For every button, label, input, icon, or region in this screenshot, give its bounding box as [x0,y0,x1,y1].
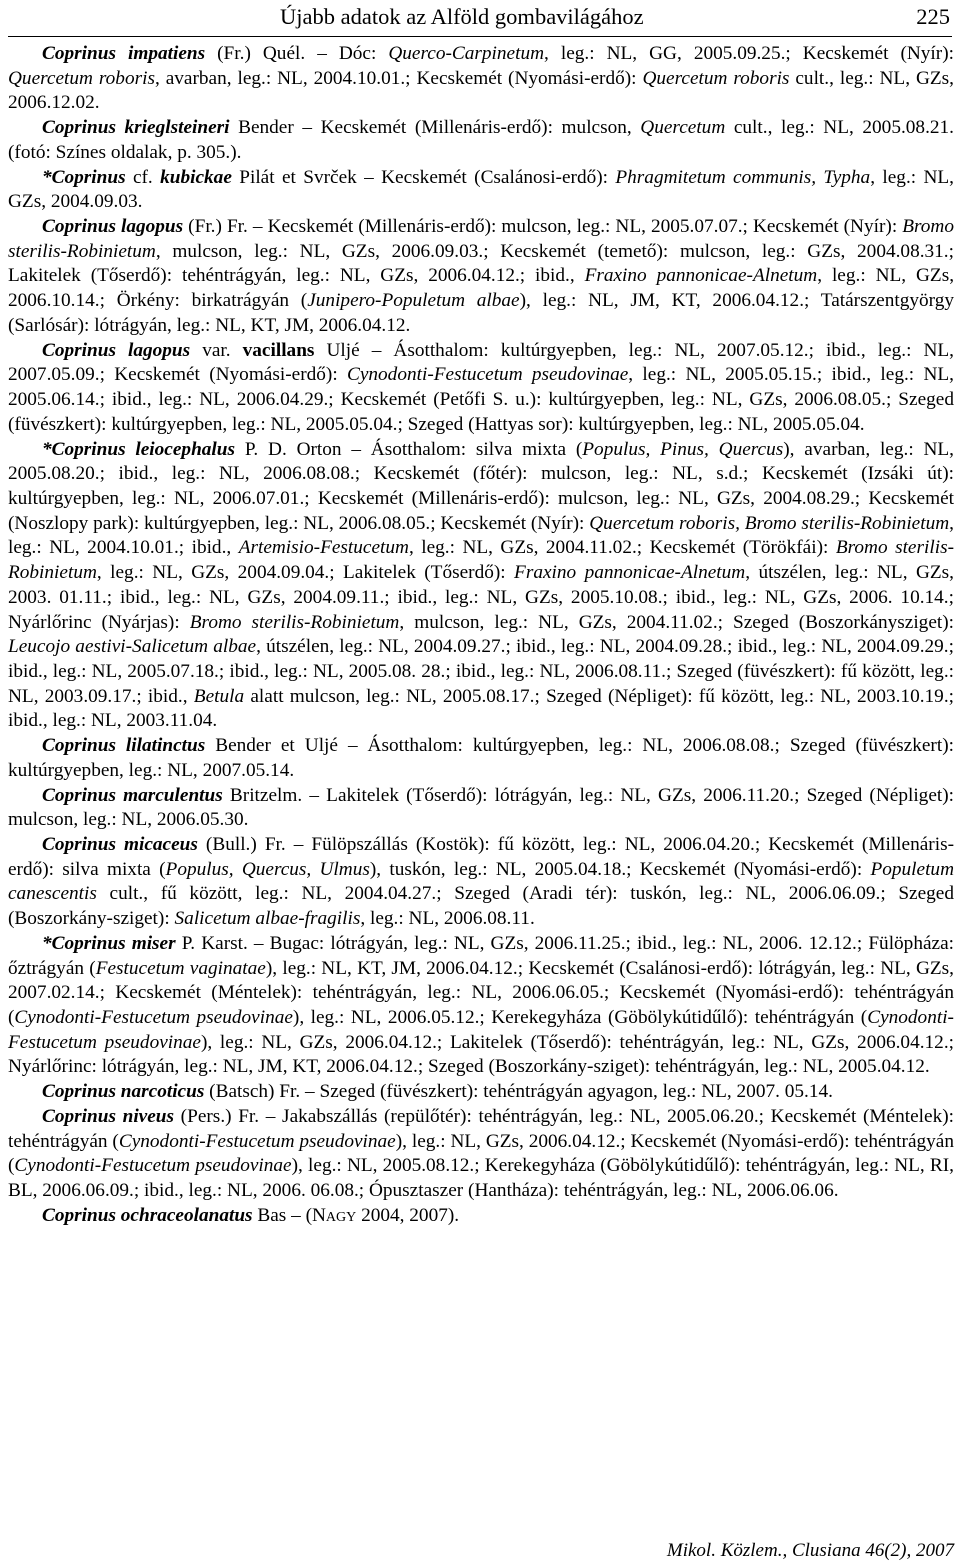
habitat-name: Junipero-Populetum albae [307,290,520,312]
entry-text: ), leg.: NL, 2006.05.12.; Kerekegyháza (Göbölykútidűlő): tehéntrágyán ( [292,1007,868,1029]
entry-text: , leg.: NL, GZs, 2004.09.03. [8,166,954,213]
habitat-name: Leucojo aestivi-Salicetum albae [8,636,257,658]
species-list [8,42,954,1229]
habitat-name: Bromo sterilis-Robinietum [8,216,954,262]
habitat-name: Quercetum [640,117,726,139]
entry-text: , leg.: NL, GG, 2005.09.25.; Kecskemét (Nyír): [544,43,954,64]
entry-text: , leg.: NL, GZs, 2006.10.14.; Örkény: birkatrágyán ( [8,265,955,312]
running-header [8,0,952,37]
page-number: 225 [916,4,950,29]
habitat-name: Cynodonti-Festucetum pseudovinae [118,1130,396,1152]
entry-text: , mulcson, leg.: NL, GZs, 2004.11.02.; Szeged (Boszorkánysziget): [399,611,955,633]
species-entry [8,1080,954,1105]
entry-text: P. D. Orton – Ásotthalom: silva mixta ( [235,438,583,460]
entry-text: Britzelm. – Lakitelek (Tőserdő): lótrágyán, leg.: NL, GZs, 2006.11.20.; Szeged (Népliget): mulcson, leg.: NL, 2006.05.30. [8,784,955,831]
entry-text: P. Karst. – Bugac: lótrágyán, leg.: NL, GZs, 2006.11.25.; ibid., leg.: NL, 2006. 12.12.; Fülöpháza: őztrágyán ( [8,932,954,979]
entry-text: cult., leg.: NL, GZs, 2006.12.02. [8,67,954,114]
entry-text: ), leg.: NL, 2005.08.12.; Kerekegyháza (Göbölykútidűlő): tehéntrágyán, leg.: NL, RI, BL, 2006.06.09.; ibid., leg.: NL, 2006. 06.08.; Ópusztaszer (Hantháza): tehéntrágyán, leg.: NL, 2006.06.06. [8,1155,954,1202]
species-name: Coprinus ochraceolanatus [42,1204,253,1226]
entry-text: Uljé – Ásotthalom: kultúrgyepben, leg.: NL, 2007.05.12.; ibid., leg.: NL, 2007.05.09.; Kecskemét (Nyomási-erdő): [8,339,955,386]
entry-text: 2004, 2007). [356,1204,460,1226]
entry-text: alatt mulcson, leg.: NL, 2005.08.17.; Szeged (Népliget): fű között, leg.: NL, 2003.10.19.; ibid., leg.: NL, 2003.11.04. [8,685,954,732]
species-entry [8,734,954,783]
habitat-name: Bromo sterilis-Robinietum [8,537,954,584]
habitat-name: Populetum canescentis [8,858,954,905]
species-name: Coprinus lagopus [42,216,184,238]
habitat-name: Cynodonti-Festucetum pseudovinae [14,1155,292,1177]
habitat-name: Cynodonti-Festucetum pseudovinae [8,1007,954,1053]
species-name: Coprinus micaceus [42,834,198,855]
species-entry [8,932,954,1080]
habitat-name: Fraxino pannonicae-Alnetum [584,265,818,287]
entry-text: , útszélen, leg.: NL, 2004.09.27.; ibid., leg.: NL, 2004.09.28.; ibid., leg.: NL, 2004.09.29.; ibid., leg.: NL, 2005.07.18.; ibid., leg.: NL, 2005.08. 28.; ibid., leg.: NL, 2006.08.11.; Szeged (füvészkert): fű között, leg.: NL, 2003.09.17.; ibid., [8,636,954,707]
species-entry [8,116,954,165]
species-name: Coprinus lilatinctus [42,735,206,757]
entry-text: Pilát et Svrček – Kecskemét (Csalánosi-erdő): [231,166,616,188]
entry-text: , útszélen, leg.: NL, GZs, 2003. 01.11.; ibid., leg.: NL, GZs, 2004.09.11.; ibid., leg.: NL, GZs, 2005.10.08.; ibid., leg.: NL, GZs, 2006. 10.14.; Nyárlőrinc (Nyárjas): [8,562,954,633]
species-name: Coprinus lagopus [42,339,191,361]
species-entry [8,1204,954,1229]
entry-text: (Batsch) Fr. – Szeged (füvészkert): tehéntrágyán agyagon, leg.: NL, 2007. 05.14. [204,1081,833,1103]
species-name: *Coprinus [42,166,126,188]
entry-text: ), avarban, leg.: NL, 2005.08.20.; ibid., leg.: NL, 2006.08.08.; Kecskemét (főtér): mulcson, leg.: NL, s.d.; Kecskemét (Izsáki út): kultúrgyepben, leg.: NL, 2006.07.01.; Kecskemét (Millenáris-erdő): mulcson, leg.: NL, GZs, 2004.08.29.; Kecskemét (Noszlopy park): kultúrgyepben, leg.: NL, 2006.08.05.; Kecskemét (Nyír): [8,438,955,534]
entry-text: (Fr.) Fr. – Kecskemét (Millenáris-erdő): mulcson, leg.: NL, 2005.07.07.; Kecskemét (Nyír): [183,216,903,238]
species-entry [8,784,954,833]
entry-text: , avarban, leg.: NL, 2004.10.01.; Kecskemét (Nyomási-erdő): [154,67,643,89]
entry-text: , leg.: NL, 2005.05.15.; ibid., leg.: NL, 2005.06.14.; ibid., leg.: NL, 2006.04.29.; Kecskemét (Petőfi S. u.): kultúrgyepben, leg.: NL, GZs, 2006.08.05.; Szeged (füvészkert): kultúrgyepben, leg.: NL, 2005.05.04.; Szeged (Hattyas sor): kultúrgyepben, leg.: NL, 2005.05.04. [8,364,954,435]
journal-citation: Mikol. Közlem., Clusiana 46(2), 2007 [666,1540,954,1561]
entry-text: , leg.: NL, 2006.08.11. [360,908,535,930]
species-entry [8,833,954,932]
author-citation: Nagy [312,1204,357,1226]
entry-text: (Pers.) Fr. – Jakabszállás (repülőtér): tehéntrágyán, leg.: NL, 2005.06.20.; Kecskemét (Méntelek): tehéntrágyán ( [8,1105,954,1152]
species-entry [8,215,954,339]
species-name: kubickae [160,166,232,188]
entry-text: var. [190,339,243,361]
entry-text: cult., fű között, leg.: NL, 2004.04.27.; Szeged (Aradi tér): tuskón, leg.: NL, 2006.06.09.; Szeged (Boszorkány-sziget): [8,883,954,930]
species-name: *Coprinus leiocephalus [42,438,236,460]
habitat-name: Fraxino pannonicae-Alnetum [514,562,746,584]
species-name: Coprinus impatiens [42,43,206,64]
species-name: Coprinus narcoticus [42,1081,205,1103]
entry-text: ), leg.: NL, GZs, 2006.04.12.; Kecskemét (Nyomási-erdő): tehéntrágyán ( [8,1130,954,1177]
entry-text: Bas – ( [252,1204,312,1226]
species-entry [8,1105,954,1204]
habitat-name: Festucetum vaginatae [95,957,266,979]
entry-text: (Fr.) Quél. – Dóc: [205,43,389,64]
habitat-name: Betula [193,685,245,707]
species-name: Coprinus marculentus [42,784,223,806]
species-entry [8,42,954,116]
habitat-name: Salicetum albae-fragilis [174,908,361,930]
habitat-name: Quercetum roboris [642,67,790,89]
entry-text: , mulcson, leg.: NL, GZs, 2006.09.03.; Kecskemét (temető): mulcson, leg.: GZs, 2004.08.31.; Lakitelek (Tőserdő): tehéntrágyán, leg.: NL, GZs, 2006.04.12.; ibid., [8,240,954,287]
species-name: Coprinus krieglsteineri [42,117,230,139]
entry-text: , leg.: NL, GZs, 2004.11.02.; Kecskemét (Törökfái): [408,537,836,559]
species-name: Coprinus niveus [42,1105,175,1127]
entry-text: Bender et Uljé – Ásotthalom: kultúrgyepben, leg.: NL, 2006.08.08.; Szeged (füvészkert): kultúrgyepben, leg.: NL, 2007.05.14. [8,735,954,781]
variety-name: vacillans [242,339,315,361]
entry-text: Bender – Kecskemét (Millenáris-erdő): mulcson, [229,117,641,139]
entry-text: ), leg.: NL, JM, KT, 2006.04.12.; Tatárszentgyörgy (Sarlósár): lótrágyán, leg.: NL, KT, JM, 2006.04.12. [8,290,954,336]
habitat-name: Cynodonti-Festucetum pseudovinae [14,1007,293,1029]
species-entry [8,438,954,735]
entry-text: ), leg.: NL, GZs, 2006.04.12.; Lakitelek (Tőserdő): tehéntrágyán, leg.: NL, GZs, 2006.04.12.; Nyárlőrinc: lótrágyán, leg.: NL, JM, KT, 2006.04.12.; Szeged (Boszorkány-sziget): tehéntrágyán, leg.: NL, 2005.04.12. [8,1031,954,1078]
habitat-name: Querco-Carpinetum [388,43,545,64]
entry-text: ), leg.: NL, KT, JM, 2006.04.12.; Kecskemét (Csalánosi-erdő): lótrágyán, leg.: NL, GZs, 2007.02.14.; Kecskemét (Méntelek): tehéntrágyán, leg.: NL, 2006.06.05.; Kecskemét (Nyomási-erdő): tehéntrágyán ( [8,957,954,1029]
habitat-name: Artemisio-Festucetum [238,537,409,559]
entry-text: (Bull.) Fr. – Fülöpszállás (Kostök): fű között, leg.: NL, 2006.04.20.; Kecskemét (Millenáris-erdő): silva mixta ( [8,834,955,880]
species-entry [8,166,954,215]
habitat-name: Quercetum roboris, Bromo sterilis-Robinietum [589,512,950,534]
entry-text: ), tuskón, leg.: NL, 2005.04.18.; Kecskemét (Nyomási-erdő): [369,858,871,880]
entry-text: cf. [125,166,161,188]
species-name: *Coprinus miser [42,932,176,954]
running-title: Újabb adatok az Alföld gombavilágához [280,4,644,29]
entry-text: , leg.: NL, GZs, 2004.09.04.; Lakitelek (Tőserdő): [96,562,515,584]
habitat-name: Populus, Quercus, Ulmus [165,858,370,880]
habitat-name: Phragmitetum communis, Typha [615,166,871,188]
habitat-name: Quercetum roboris [8,67,155,89]
habitat-name: Populus, Pinus, Quercus [582,438,784,460]
species-entry [8,339,954,438]
habitat-name: Bromo sterilis-Robinietum [189,611,400,633]
entry-text: , leg.: NL, 2004.10.01.; ibid., [8,512,954,559]
entry-text: cult., leg.: NL, 2005.08.21. (fotó: Színes oldalak, p. 305.). [8,117,954,163]
habitat-name: Cynodonti-Festucetum pseudovinae [346,364,629,386]
